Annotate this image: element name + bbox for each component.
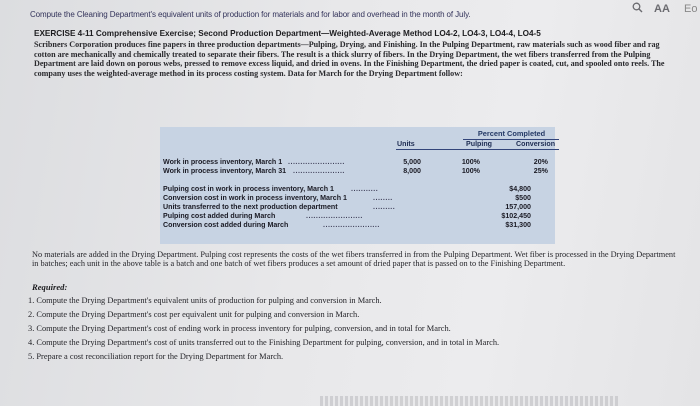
row-label: Pulping cost in work in process inventory, March 1 — [163, 185, 334, 193]
column-header-rule — [396, 149, 559, 150]
leader-dots: ......... — [373, 203, 396, 211]
leader-dots: ....................... — [306, 212, 363, 220]
drying-department-note: No materials are added in the Drying Department. Pulping cost represents the costs of the wet fibers transferred in from the Pulping Department. Wet fiber is processed in the Drying Department in batches; each unit in the above table is a batch and one batch of wet fibers produces a set amount of dried paper that is passed on to the Finishing Department. — [32, 250, 676, 269]
leader-dots: ....................... — [288, 158, 345, 166]
row-label: Pulping cost added during March — [163, 212, 276, 220]
cost-value: $4,800 — [509, 185, 531, 193]
exercise-title: EXERCISE 4-11 Comprehensive Exercise; Second Production Department—Weighted-Average Method LO4-2, LO4-3, LO4-4, LO4-5 — [34, 29, 541, 38]
units-column-header: Units — [397, 140, 415, 148]
leader-dots: ....................... — [323, 221, 380, 229]
pulping-column-header: Pulping — [466, 140, 493, 148]
required-item: 4. Compute the Drying Department's cost of units transferred out to the Finishing Department for pulping, conversion, and in total in March. — [28, 338, 500, 347]
leader-dots: ........... — [351, 185, 379, 193]
pulping-percent: 100% — [461, 167, 480, 175]
leader-dots: ........ — [373, 194, 393, 202]
leader-dots: ..................... — [293, 167, 345, 175]
conversion-percent: 25% — [533, 167, 548, 175]
row-label: Conversion cost in work in process inventory, March 1 — [163, 194, 347, 202]
pulping-percent: 100% — [461, 158, 480, 166]
cost-value: $31,300 — [505, 221, 531, 229]
units-value: 8,000 — [403, 167, 421, 175]
previous-exercise-line: Compute the Cleaning Department's equivalent units of production for materials and for labor and overhead in the month of July. — [30, 10, 471, 19]
row-label: Work in process inventory, March 31 — [163, 167, 287, 175]
required-heading: Required: — [32, 282, 68, 292]
required-item: 3. Compute the Drying Department's cost of ending work in process inventory for pulping, conversion, and in total for March. — [28, 324, 451, 333]
cutoff-text-line — [320, 396, 620, 406]
units-value: 5,000 — [403, 158, 421, 166]
cost-value: 157,000 — [505, 203, 531, 211]
required-item: 5. Prepare a cost reconciliation report for the Drying Department for March. — [28, 352, 284, 361]
search-icon[interactable] — [632, 2, 643, 16]
row-label: Conversion cost added during March — [163, 221, 289, 229]
row-label: Units transferred to the next production department — [163, 203, 338, 211]
required-item: 1. Compute the Drying Department's equivalent units of production for pulping and conversion in March. — [28, 296, 382, 305]
percent-completed-header: Percent Completed — [477, 129, 546, 138]
cost-value: $500 — [515, 194, 531, 202]
row-label: Work in process inventory, March 1 — [163, 158, 283, 166]
more-icon[interactable]: Eo — [684, 3, 698, 15]
exercise-intro: Scribners Corporation produces fine papers in three production departments—Pulping, Drying, and Finishing. In the Pulping Department, raw materials such as wood fiber and rag cotton are mechanically and chemically treated to separate their fibers. The result is a thick slurry of fibers. In the Drying Department, the wet fibers transferred from the Pulping Department are laid down on porous webs, pressed to remove excess liquid, and dried in ovens. In the Finishing Department, the dried paper is coated, cut, and spooled onto reels. The company uses the weighted-average method in its process costing system. Data for March for the Drying Department follow: — [34, 40, 665, 78]
required-item: 2. Compute the Drying Department's cost per equivalent unit for pulping and conversion in March. — [28, 310, 360, 319]
conversion-percent: 20% — [533, 158, 548, 166]
conversion-column-header: Conversion — [516, 140, 556, 148]
cost-value: $102,450 — [501, 212, 531, 220]
text-size-icon[interactable]: AA — [654, 3, 670, 15]
